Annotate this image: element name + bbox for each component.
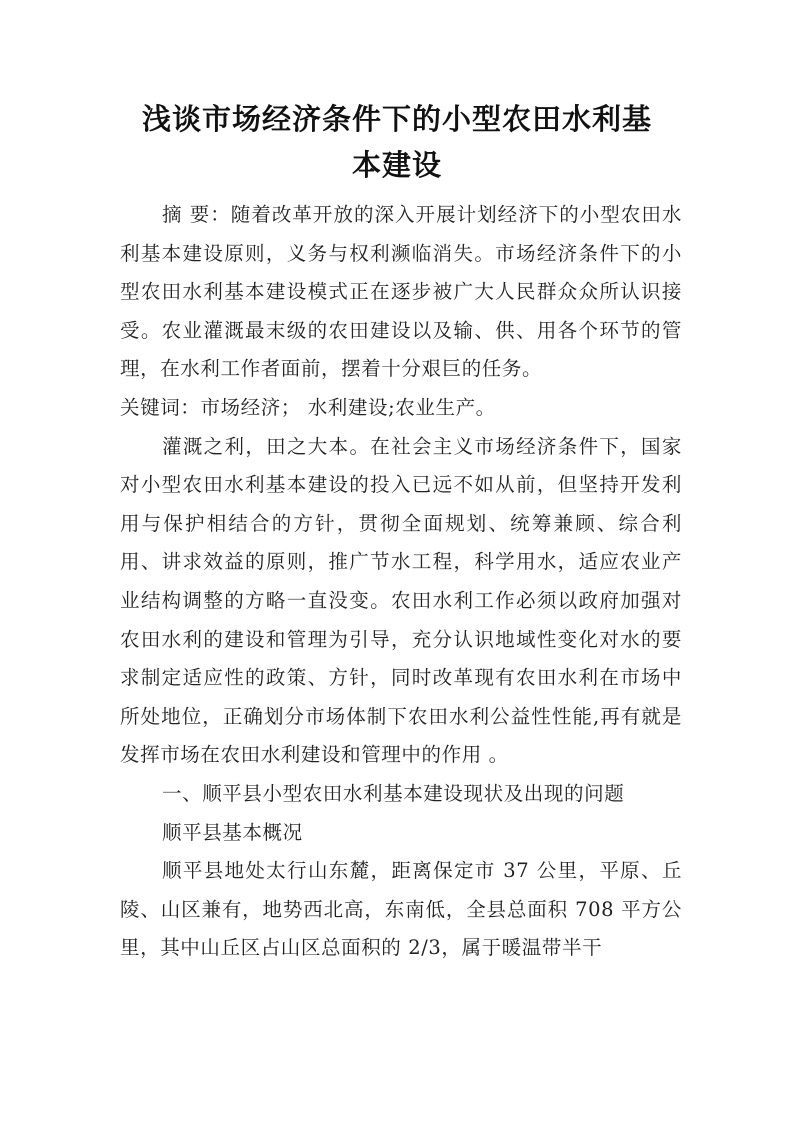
title-line-2: 本建设 bbox=[351, 148, 442, 182]
overview-paragraph: 顺平县地处太行山东麓，距离保定市 37 公里，平原、丘陵、山区兼有，地势西北高，东南低，全县总面积 708 平方公里，其中山丘区占山区总面积的 2/3，属于暖温带半干 bbox=[120, 859, 682, 960]
document-body bbox=[120, 196, 682, 968]
title-line-1: 浅谈市场经济条件下的小型农田水利基 bbox=[141, 102, 652, 136]
subsection-heading: 顺平县基本概况 bbox=[162, 820, 303, 844]
keywords-paragraph: 关键词：市场经济； 水利建设;农业生产。 bbox=[120, 395, 496, 419]
document-title bbox=[110, 96, 684, 188]
intro-paragraph: 灌溉之利，田之大本。在社会主义市场经济条件下，国家对小型农田水利基本建设的投入已远不如从前，但坚持开发利用与保护相结合的方针，贯彻全面规划、统筹兼顾、综合利用、讲求效益的原则，推广节水工程，科学用水，适应农业产业结构调整的方略一直没变。农田水利工作必须以政府加强对农田水利的建设和管理为引导，充分认识地域性变化对水的要求制定适应性的政策、方针，同时改革现有农田水利在市场中所处地位，正确划分市场体制下农田水利公益性性能,再有就是发挥市场在农田水利建设和管理中的作用 。 bbox=[120, 434, 682, 767]
abstract-paragraph: 摘 要：随着改革开放的深入开展计划经济下的小型农田水利基本建设原则，义务与权利濒临消失。市场经济条件下的小型农田水利基本建设模式正在逐步被广大人民群众众所认识接受。农业灌溉最末级的农田建设以及输、供、用各个环节的管理，在水利工作者面前，摆着十分艰巨的任务。 bbox=[120, 203, 682, 381]
section-heading: 一、顺平县小型农田水利基本建设现状及出现的问题 bbox=[162, 781, 625, 805]
